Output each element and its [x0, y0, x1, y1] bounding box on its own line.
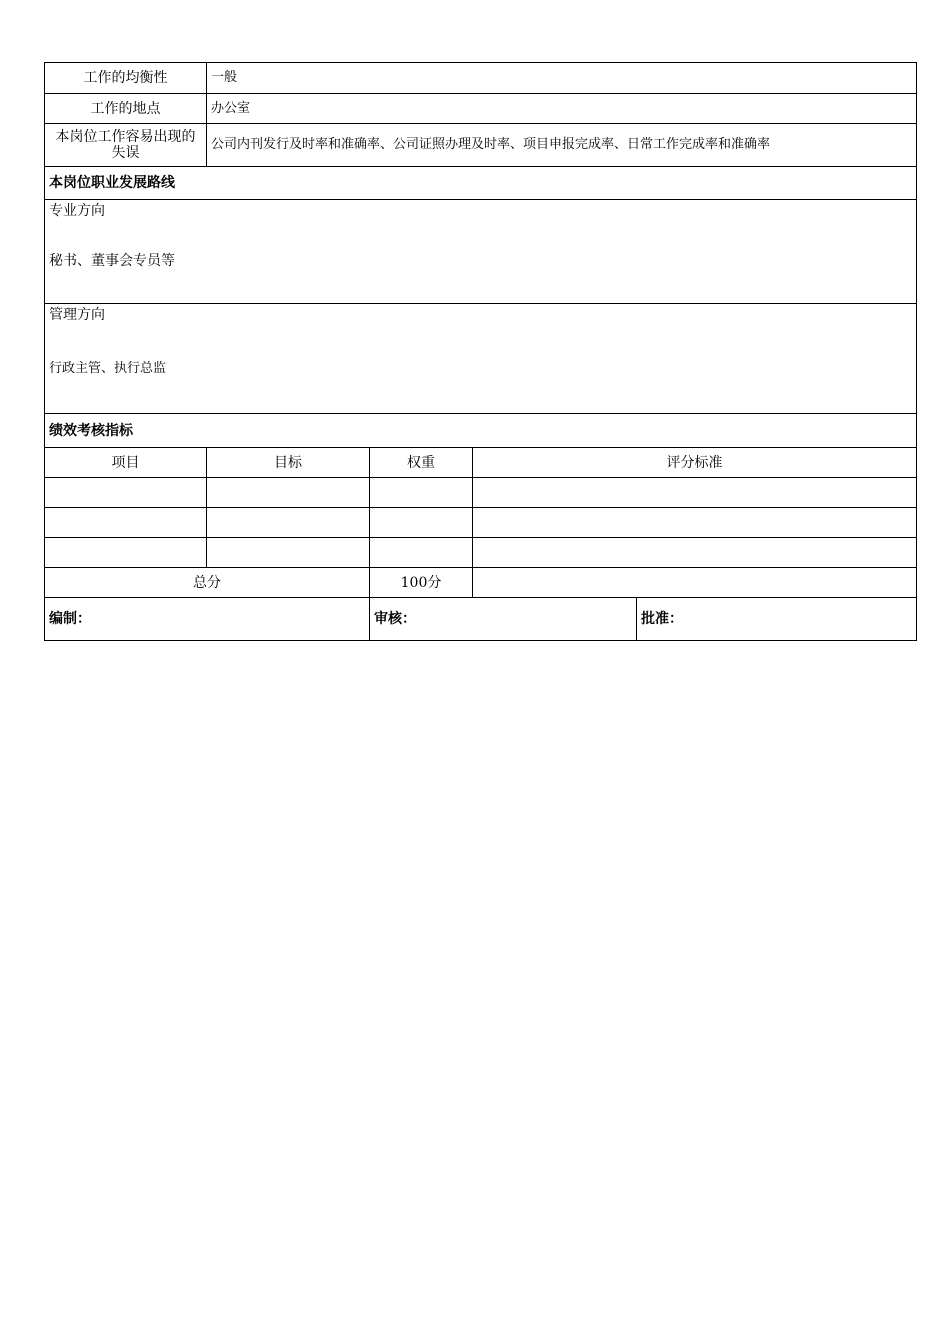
- professional-row: [45, 200, 917, 304]
- column-header-weight: 权重: [370, 448, 473, 478]
- errors-row: [45, 124, 917, 167]
- column-header-criteria: 评分标准: [473, 448, 917, 478]
- table-row: [45, 478, 917, 508]
- balance-label: 工作的均衡性: [45, 63, 207, 94]
- location-value: 办公室: [207, 94, 917, 124]
- table-cell: [45, 538, 207, 568]
- management-direction-cell: [45, 304, 917, 414]
- table-cell: [473, 538, 917, 568]
- management-row: [45, 304, 917, 414]
- reviewed-by-label: 审核：: [370, 598, 637, 641]
- table-cell: [45, 478, 207, 508]
- performance-section-row: [45, 414, 917, 448]
- career-section-row: [45, 167, 917, 200]
- table-cell: [45, 508, 207, 538]
- balance-value: 一般: [207, 63, 917, 94]
- total-label: 总分: [45, 568, 370, 598]
- management-direction-heading: 管理方向: [49, 307, 105, 323]
- column-header-item: 项目: [45, 448, 207, 478]
- total-criteria-cell: [473, 568, 917, 598]
- errors-label: 本岗位工作容易出现的失误: [45, 124, 207, 167]
- table-cell: [370, 538, 473, 568]
- performance-header-row: [45, 448, 917, 478]
- table-cell: [370, 478, 473, 508]
- performance-section-title: 绩效考核指标: [45, 414, 917, 448]
- errors-value: 公司内刊发行及时率和准确率、公司证照办理及时率、项目申报完成率、日常工作完成率和准确率: [207, 124, 917, 167]
- signoff-row: [45, 598, 917, 641]
- table-cell: [207, 478, 370, 508]
- table-row: [45, 538, 917, 568]
- prepared-by-label: 编制：: [45, 598, 370, 641]
- table-cell: [473, 508, 917, 538]
- professional-direction-value: 秘书、董事会专员等: [49, 253, 175, 269]
- professional-direction-cell: [45, 200, 917, 304]
- table-cell: [370, 508, 473, 538]
- table-cell: [473, 478, 917, 508]
- career-section-title: 本岗位职业发展路线: [45, 167, 917, 200]
- total-row: [45, 568, 917, 598]
- professional-direction-heading: 专业方向: [49, 203, 105, 219]
- table-row: [45, 508, 917, 538]
- job-description-table: [44, 62, 917, 641]
- location-row: [45, 94, 917, 124]
- management-direction-value: 行政主管、执行总监: [49, 361, 167, 376]
- location-label: 工作的地点: [45, 94, 207, 124]
- table-cell: [207, 538, 370, 568]
- approved-by-label: 批准：: [637, 598, 917, 641]
- balance-row: [45, 63, 917, 94]
- total-value: 100分: [370, 568, 473, 598]
- table-cell: [207, 508, 370, 538]
- column-header-target: 目标: [207, 448, 370, 478]
